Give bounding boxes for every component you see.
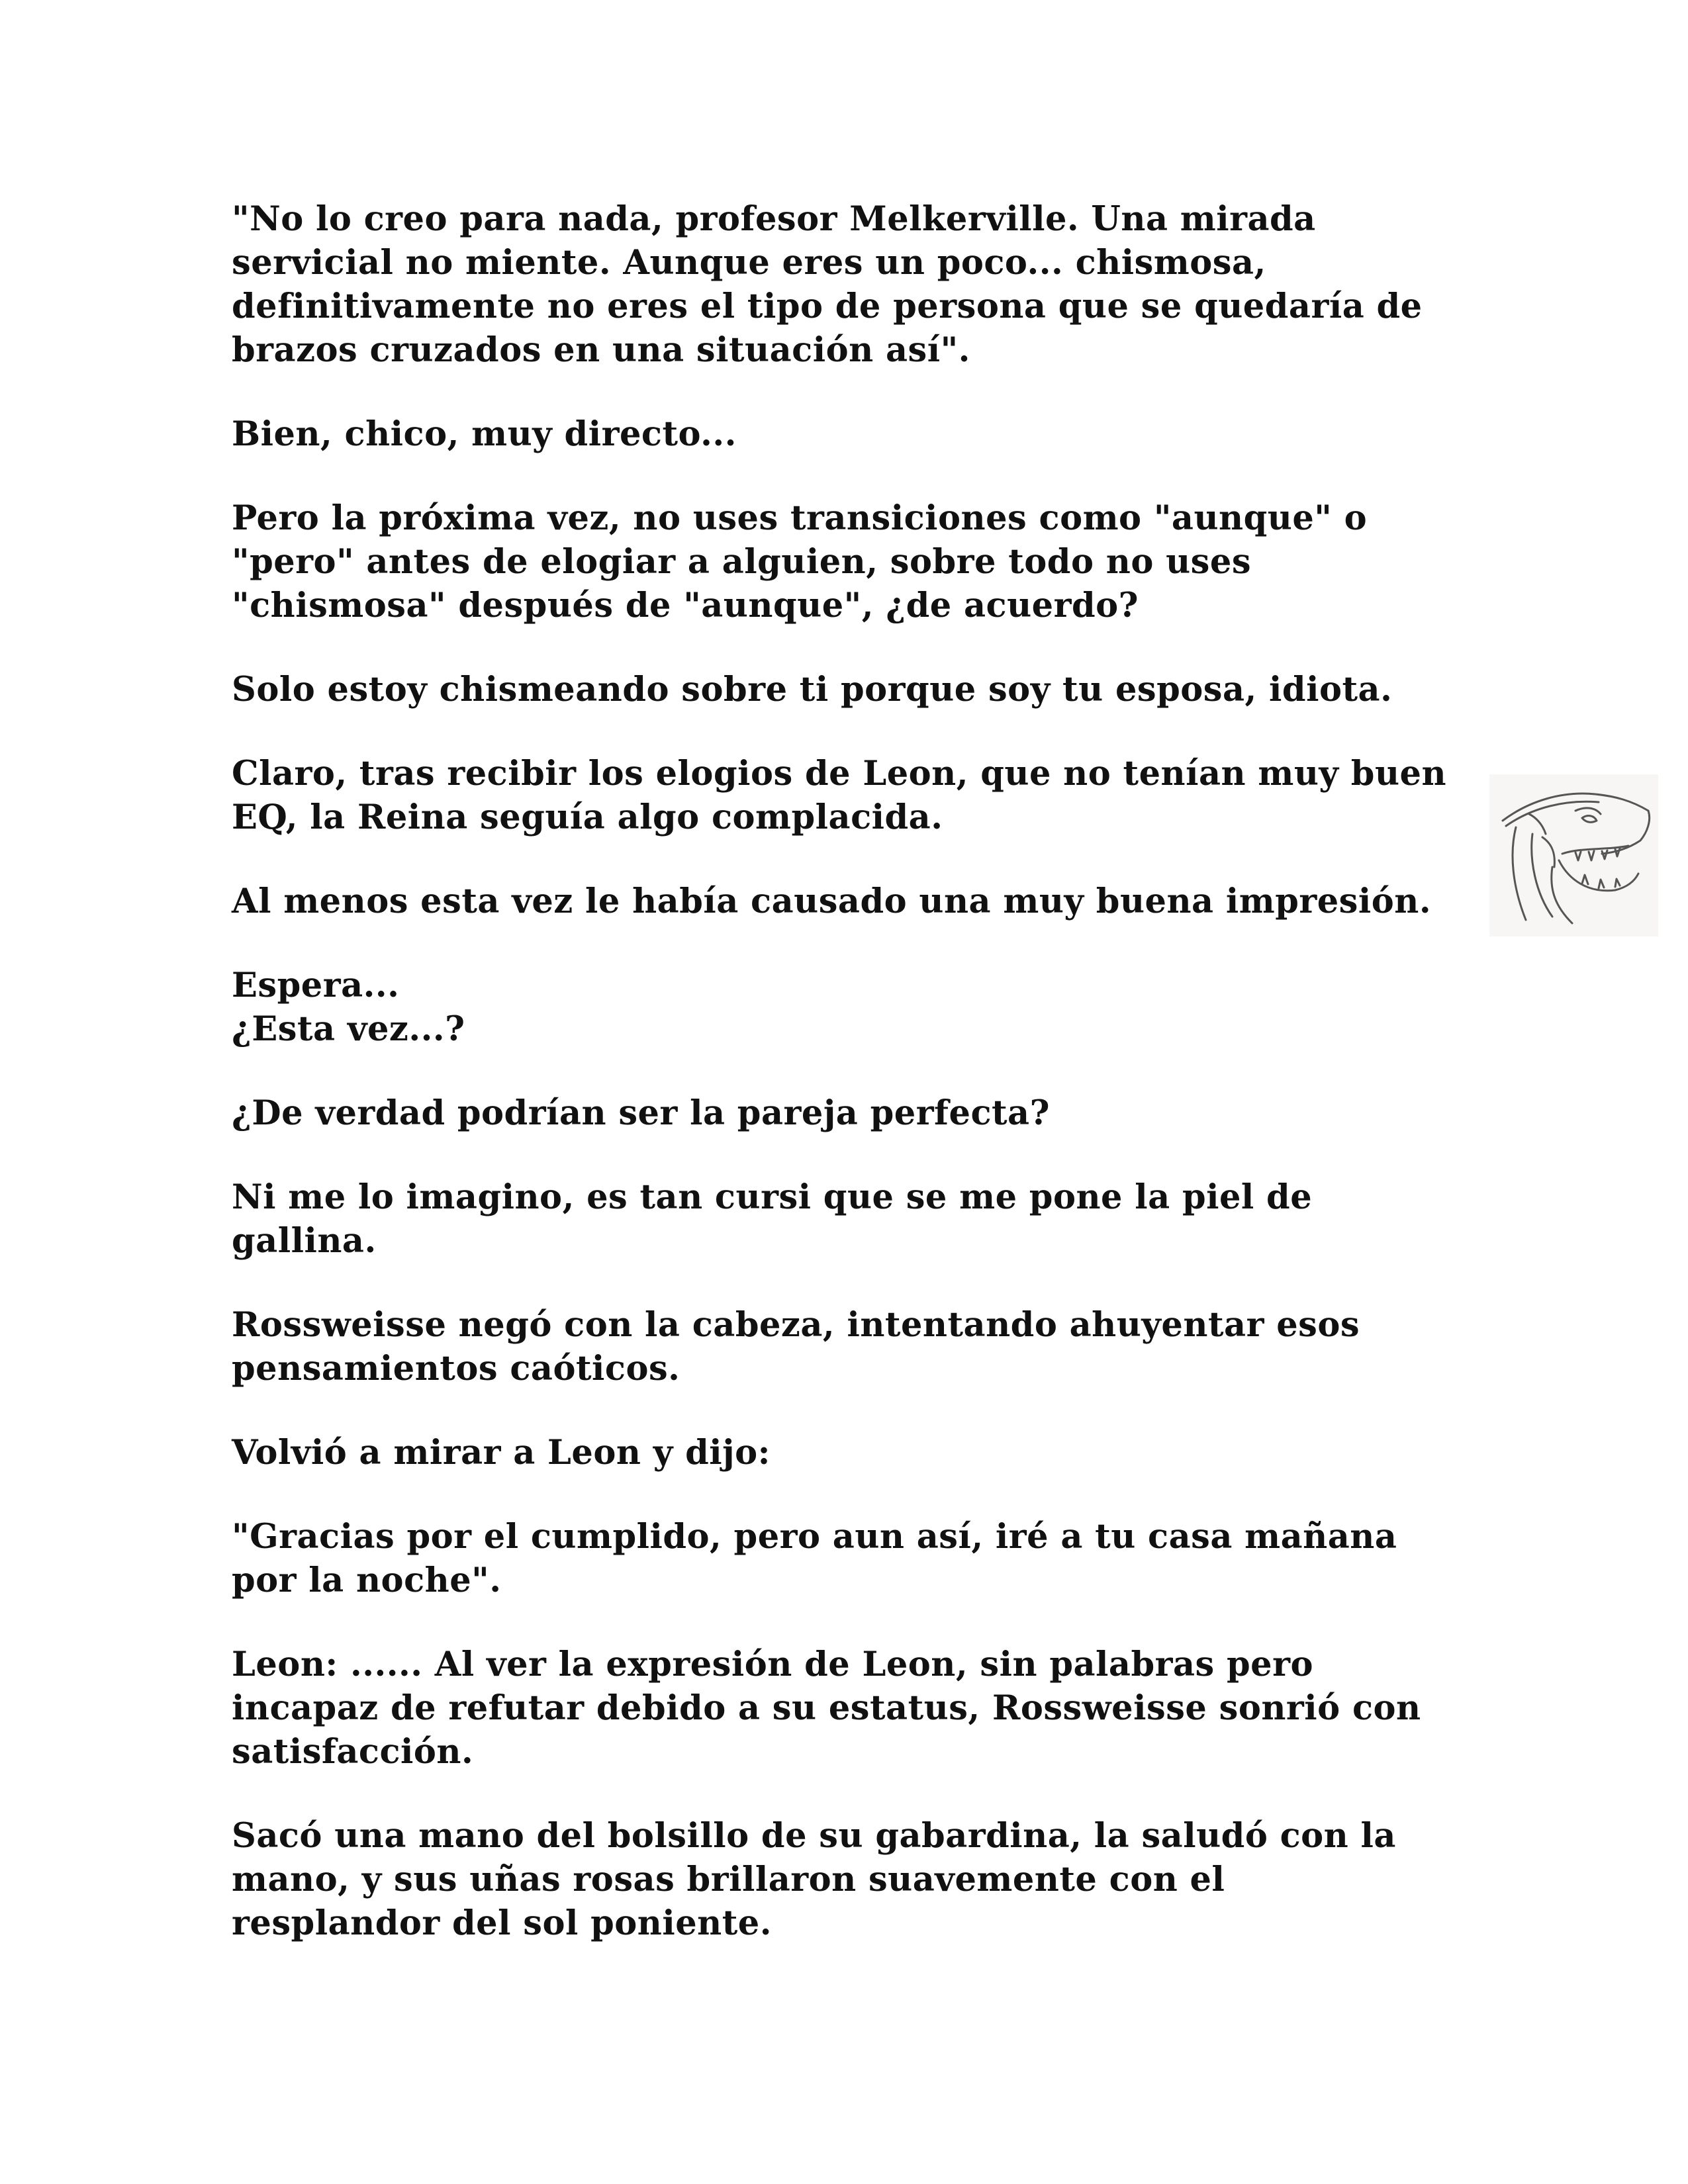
- paragraph-8: ¿De verdad podrían ser la pareja perfecta?: [232, 1093, 1050, 1133]
- paragraph-2: Bien, chico, muy directo...: [232, 414, 737, 454]
- paragraph-7: Espera... ¿Esta vez...?: [232, 966, 465, 1049]
- paragraph-14: Sacó una mano del bolsillo de su gabardina, la saludó con la mano, y sus uñas rosas brillaron suavemente con el resplandor del sol poniente.: [232, 1816, 1396, 1943]
- body-text: [232, 197, 1456, 1985]
- paragraph-4: Solo estoy chismeando sobre ti porque soy tu esposa, idiota.: [232, 670, 1393, 709]
- paragraph-5: Claro, tras recibir los elogios de Leon, que no tenían muy buen EQ, la Reina seguía algo complacida.: [232, 754, 1447, 837]
- paragraph-11: Volvió a mirar a Leon y dijo:: [232, 1433, 771, 1473]
- paragraph-12: "Gracias por el cumplido, pero aun así, iré a tu casa mañana por la noche".: [232, 1517, 1397, 1600]
- paragraph-3: Pero la próxima vez, no uses transiciones como "aunque" o "pero" antes de elogiar a alguien, sobre todo no uses "chismosa" después de "aunque", ¿de acuerdo?: [232, 498, 1368, 625]
- paragraph-13: Leon: ...... Al ver la expresión de Leon, sin palabras pero incapaz de refutar debido a su estatus, Rossweisse sonrió con satisfacción.: [232, 1645, 1421, 1772]
- paragraph-9: Ni me lo imagino, es tan cursi que se me pone la piel de gallina.: [232, 1177, 1313, 1261]
- paragraph-1: "No lo creo para nada, profesor Melkerville. Una mirada servicial no miente. Aunque eres un poco... chismosa, definitivamente no eres el tipo de persona que se quedaría de brazos cruzados en una situación así".: [232, 199, 1423, 370]
- dinosaur-head-sketch-icon: [1489, 774, 1658, 936]
- paragraph-10: Rossweisse negó con la cabeza, intentando ahuyentar esos pensamientos caóticos.: [232, 1305, 1360, 1388]
- paragraph-6: Al menos esta vez le había causado una muy buena impresión.: [232, 882, 1432, 921]
